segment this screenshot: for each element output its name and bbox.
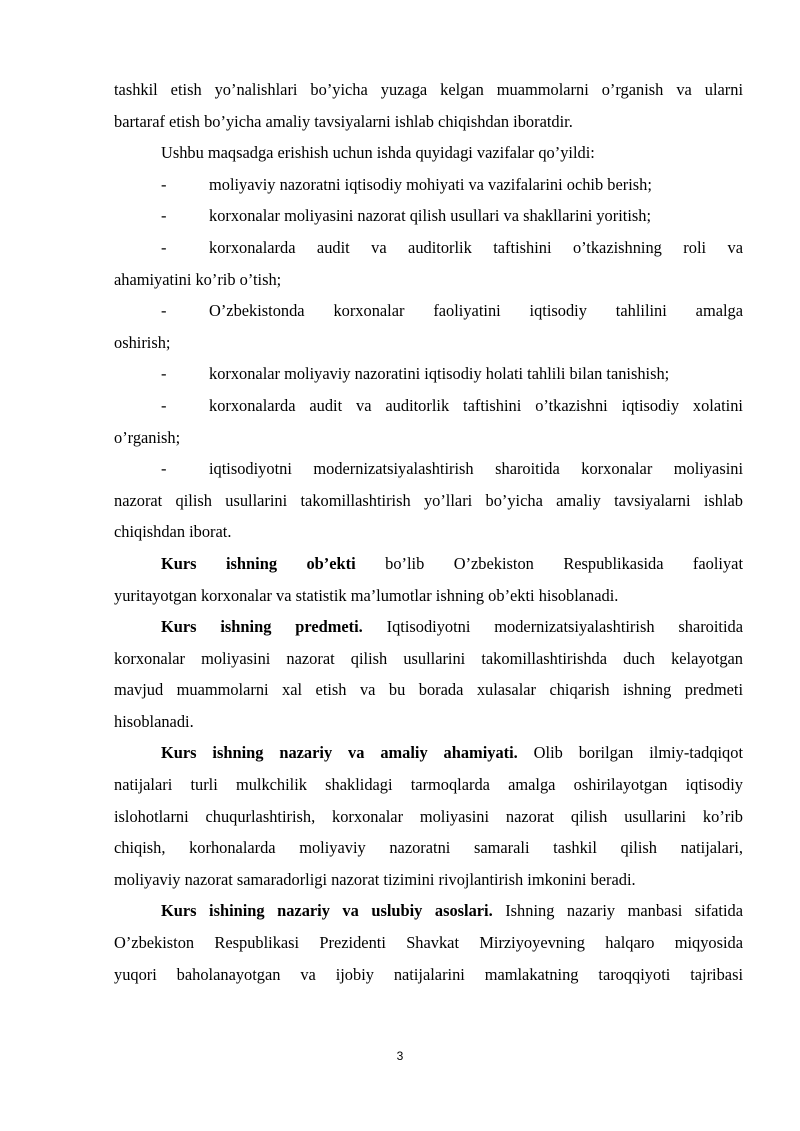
list-dash: -	[161, 459, 167, 479]
list-item	[114, 169, 743, 201]
text-line: Ushbu maqsadga erishish uchun ishda quyidagi vazifalar qo’yildi:	[161, 143, 595, 163]
list-item-text: korxonalar moliyaviy nazoratini iqtisodiy holati tahlili bilan tanishish;	[209, 364, 670, 384]
section-heading: Kurs ishning ob’ekti	[161, 553, 356, 573]
document-page	[114, 74, 743, 990]
text-line: oshirish;	[114, 332, 171, 352]
text-line	[114, 611, 743, 643]
text-line: bartaraf etish bo’yicha amaliy tavsiyalarni ishlab chiqishdan iboratdir.	[114, 111, 573, 131]
text-span: Olib borilgan ilmiy-tadqiqot	[517, 743, 744, 763]
text-line: yuqori baholanayotgan va ijobiy natijalarini mamlakatning taroqqiyoti tajribasi	[114, 964, 743, 984]
text-line: korxonalar moliyasini nazorat qilish usullarini takomillashtirishda duch kelayotgan	[114, 648, 743, 668]
list-item	[114, 390, 743, 422]
text-line: mavjud muammolarni xal etish va bu borada xulasalar chiqarish ishning predmeti	[114, 680, 743, 700]
list-dash: -	[161, 395, 167, 415]
section-heading: Kurs ishning nazariy va amaliy ahamiyati.	[161, 743, 518, 763]
list-item	[114, 232, 743, 264]
text-span: bo’lib O’zbekiston Respublikasida faoliyat	[355, 553, 743, 573]
text-line	[114, 548, 743, 580]
list-dash: -	[161, 237, 167, 257]
page-number: 3	[396, 1049, 404, 1063]
list-item-text: korxonalar moliyasini nazorat qilish usullari va shakllarini yoritish;	[209, 206, 652, 226]
text-line: moliyaviy nazorat samaradorligi nazorat tizimini rivojlantirish imkonini beradi.	[114, 869, 636, 889]
list-item	[114, 200, 743, 232]
text-line: tashkil etish yo’nalishlari bo’yicha yuzaga kelgan muammolarni o’rganish va ularni	[114, 80, 743, 99]
list-item	[114, 453, 743, 485]
list-dash: -	[161, 206, 167, 226]
text-line	[114, 737, 743, 769]
list-item-text: korxonalarda audit va auditorlik taftishini o’tkazishni iqtisodiy xolatini	[209, 395, 743, 415]
section-heading: Kurs ishining nazariy va uslubiy asoslari.	[161, 901, 493, 921]
text-line: hisoblanadi.	[114, 711, 194, 731]
text-line: nazorat qilish usullarini takomillashtirish yo’llari bo’yicha amaliy tavsiyalarni ishlab	[114, 490, 743, 510]
section-heading: Kurs ishning predmeti.	[161, 617, 363, 637]
list-item-text: iqtisodiyotni modernizatsiyalashtirish sharoitida korxonalar moliyasini	[209, 459, 743, 479]
text-line: chiqish, korhonalarda moliyaviy nazoratni samarali tashkil qilish natijalari,	[114, 838, 743, 858]
text-line	[114, 895, 743, 927]
text-line: yuritayotgan korxonalar va statistik ma’lumotlar ishning ob’ekti hisoblanadi.	[114, 585, 619, 605]
text-line: natijalari turli mulkchilik shaklidagi tarmoqlarda amalga oshirilayotgan iqtisodiy	[114, 775, 743, 795]
text-span: Ishning nazariy manbasi sifatida	[492, 901, 744, 921]
text-line: ahamiyatini ko’rib o’tish;	[114, 269, 282, 289]
text-line: o’rganish;	[114, 427, 181, 447]
text-line: islohotlarni chuqurlashtirish, korxonalar moliyasini nazorat qilish usullarini ko’rib	[114, 806, 743, 826]
list-item-text: moliyaviy nazoratni iqtisodiy mohiyati va vazifalarini ochib berish;	[209, 174, 652, 194]
list-dash: -	[161, 301, 167, 321]
list-item	[114, 358, 743, 390]
list-dash: -	[161, 364, 167, 384]
list-item-text: korxonalarda audit va auditorlik taftishini o’tkazishning roli va	[209, 237, 743, 257]
text-line: O’zbekiston Respublikasi Prezidenti Shavkat Mirziyoyevning halqaro miqyosida	[114, 933, 743, 953]
text-span: Iqtisodiyotni modernizatsiyalashtirish sharoitida	[362, 617, 744, 637]
list-dash: -	[161, 174, 167, 194]
text-line: chiqishdan iborat.	[114, 522, 232, 542]
list-item-text: O’zbekistonda korxonalar faoliyatini iqtisodiy tahlilini amalga	[209, 301, 743, 321]
list-item	[114, 295, 743, 327]
